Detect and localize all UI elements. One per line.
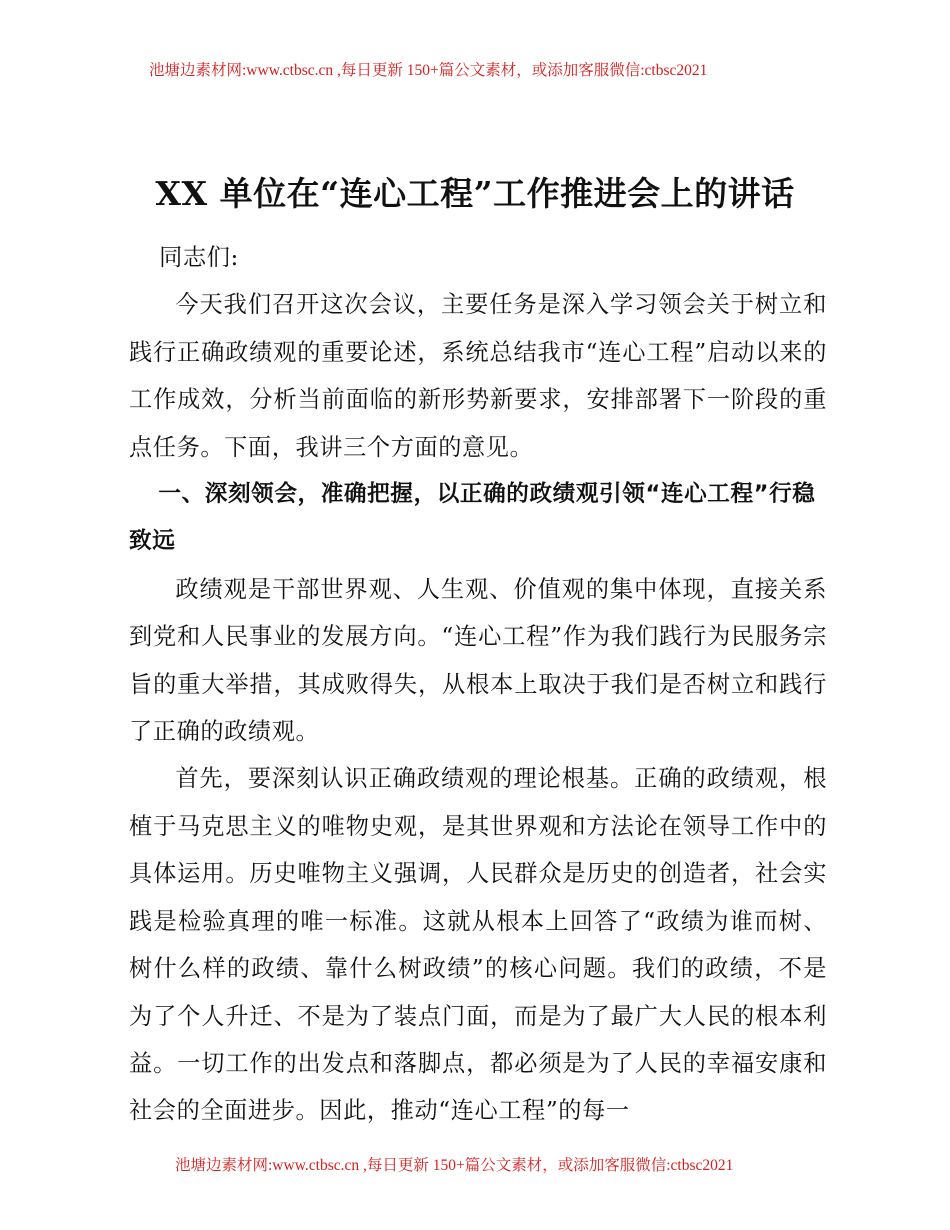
document-body bbox=[129, 234, 827, 1135]
section-heading-1: 一、深刻领会，准确把握，以正确的政绩观引领“连心工程”行稳致远 bbox=[129, 481, 816, 555]
document-title: XX 单位在“连心工程”工作推进会上的讲话 bbox=[155, 174, 795, 213]
paragraph-3: 首先，要深刻认识正确政绩观的理论根基。正确的政绩观，根植于马克思主义的唯物史观，是其世界观和方法论在领导工作中的具体运用。历史唯物主义强调，人民群众是历史的创造者，社会实践是检验真理的唯一标准。这就从根本上回答了“政绩为谁而树、树什么样的政绩、靠什么树政绩”的核心问题。我们的政绩，不是为了个人升迁、不是为了装点门面，而是为了最广大人民的根本利益。一切工作的出发点和落脚点，都必须是为了人民的幸福安康和社会的全面进步。因此，推动“连心工程”的每一 bbox=[129, 765, 827, 1125]
paragraph-intro: 今天我们召开这次会议，主要任务是深入学习领会关于树立和践行正确政绩观的重要论述，系统总结我市“连心工程”启动以来的工作成效，分析当前面临的新形势新要求，安排部署下一阶段的重点任务。下面，我讲三个方面的意见。 bbox=[129, 291, 827, 461]
watermark-top: 池塘边素材网:www.ctbsc.cn ,每日更新 150+篇公文素材，或添加客服微信:ctbsc2021 bbox=[149, 62, 708, 79]
salutation: 同志们: bbox=[159, 244, 239, 271]
paragraph-2: 政绩观是干部世界观、人生观、价值观的集中体现，直接关系到党和人民事业的发展方向。“连心工程”作为我们践行为民服务宗旨的重大举措，其成败得失，从根本上取决于我们是否树立和践行了正确的政绩观。 bbox=[129, 575, 827, 746]
watermark-bottom: 池塘边素材网:www.ctbsc.cn ,每日更新 150+篇公文素材，或添加客服微信:ctbsc2021 bbox=[175, 1157, 734, 1174]
